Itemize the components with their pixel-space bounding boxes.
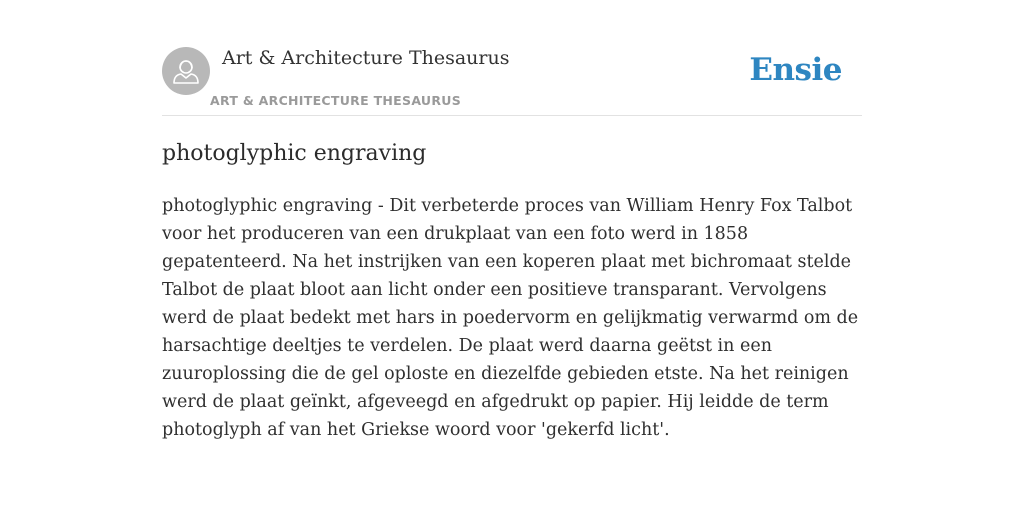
source-label[interactable]: ART & ARCHITECTURE THESAURUS — [210, 93, 462, 108]
author-avatar[interactable] — [162, 47, 210, 95]
ensie-logo[interactable]: Ensie — [749, 52, 842, 88]
entry-title: photoglyphic engraving — [162, 141, 427, 166]
user-silhouette-icon — [162, 47, 210, 95]
author-name-link[interactable]: Art & Architecture Thesaurus — [222, 47, 510, 69]
entry-header — [162, 46, 862, 116]
entry-definition: photoglyphic engraving - Dit verbeterde proces van William Henry Fox Talbot voor het produceren van een drukplaat van een foto werd in 1858 gepatenteerd. Na het instrijken van een koperen plaat met bichromaat stelde Talbot de plaat bloot aan licht onder een positieve transparant. Vervolgens werd de plaat bedekt met hars in poedervorm en gelijkmatig verwarmd om de harsachtige deeltjes te verdelen. De plaat werd daarna geëtst in een zuuroplossing die de gel oploste en diezelfde gebieden etste. Na het reinigen werd de plaat geïnkt, afgeveegd en afgedrukt op papier. Hij leidde de term photoglyph af van het Griekse woord voor 'gekerfd licht'. — [162, 196, 859, 440]
